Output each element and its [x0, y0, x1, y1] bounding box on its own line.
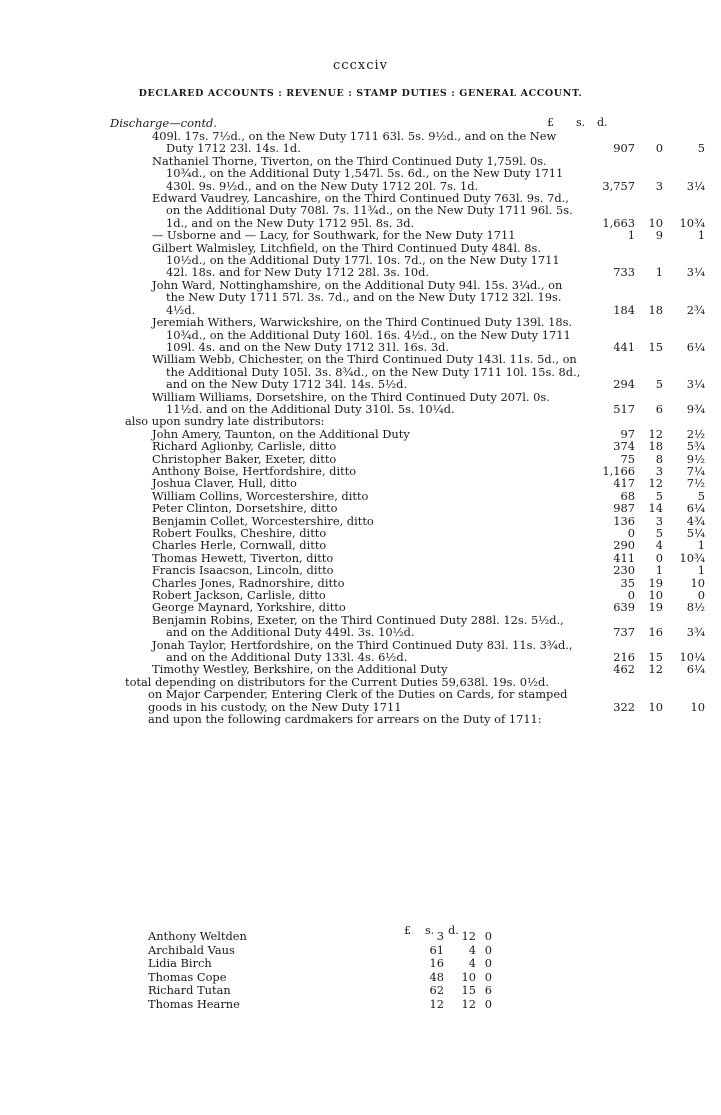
cardmaker-pence: 0 — [484, 942, 492, 957]
entry-row — [0, 539, 721, 551]
amount-pounds: 1 — [627, 228, 635, 243]
amount-shillings: 18 — [648, 439, 663, 454]
amount-pence: 3¼ — [686, 265, 705, 280]
cardmaker-name: Richard Tutan — [148, 983, 231, 997]
entry-row — [0, 316, 721, 353]
amount-shillings: 19 — [648, 600, 663, 615]
amount-shillings: 10 — [648, 588, 663, 603]
cardmaker-pounds: 62 — [429, 983, 444, 997]
entry-row — [0, 415, 721, 427]
entry-row — [0, 391, 721, 416]
amount-shillings: 0 — [655, 141, 663, 156]
amount-shillings: 9 — [655, 228, 663, 243]
entry-text: William Collins, Worcestershire, ditto — [152, 488, 369, 503]
amount-pounds: 462 — [613, 662, 635, 677]
entry-text: 409l. 17s. 7½d., on the New Duty 1711 63l. 5s. 9½d., and on the New Duty 1712 23l. 14s. 1d. — [152, 129, 557, 156]
amount-shillings: 4 — [655, 538, 663, 553]
entry-text: total depending on distributors for the Current Duties 59,638l. 19s. 0½d. — [125, 674, 549, 689]
entry-text: Timothy Westley, Berkshire, on the Additional Duty — [152, 662, 448, 677]
amount-pounds: 441 — [613, 339, 635, 354]
column-head-pence: d. — [597, 116, 608, 129]
amount-pence: 10 — [690, 699, 705, 714]
cardmaker-pence: 6 — [484, 983, 492, 997]
amount-pounds: 136 — [613, 513, 635, 528]
amount-pence: 1 — [697, 228, 705, 243]
account-entries — [0, 130, 721, 726]
cardmaker-shillings: 15 — [461, 983, 476, 997]
amount-pounds: 1,663 — [602, 215, 635, 230]
entry-text: Edward Vaudrey, Lancashire, on the Third Continued Duty 763l. 9s. 7d., on the Additional Duty 708l. 7s. 11¾d., on the New Duty 1711 96l. 5s. 1d., and on the New Duty 1712 95l. 8s. 3d. — [152, 191, 573, 230]
amount-shillings: 3 — [655, 178, 663, 193]
amount-shillings: 3 — [655, 513, 663, 528]
cardmaker-name: Thomas Hearne — [148, 996, 240, 1011]
amount-shillings: 15 — [648, 339, 663, 354]
amount-pounds: 517 — [613, 401, 635, 416]
cardmakers-head-pence: d. — [448, 924, 459, 937]
amount-pence: 10 — [690, 575, 705, 590]
amount-pence: 4¾ — [686, 513, 705, 528]
amount-shillings: 14 — [648, 501, 663, 516]
amount-shillings: 12 — [648, 662, 663, 677]
amount-shillings: 5 — [655, 377, 663, 392]
entry-row — [0, 577, 721, 589]
amount-pence: 5¼ — [686, 526, 705, 540]
cardmaker-row — [148, 984, 508, 998]
cardmaker-pence: 0 — [484, 956, 492, 970]
amount-pounds: 411 — [613, 550, 635, 565]
column-head-pounds: £ — [547, 116, 554, 129]
entry-text: George Maynard, Yorkshire, ditto — [152, 600, 346, 615]
amount-shillings: 5 — [655, 526, 663, 540]
amount-pounds: 230 — [613, 563, 635, 578]
entry-row — [0, 229, 721, 241]
entry-text: Nathaniel Thorne, Tiverton, on the Third Continued Duty 1,759l. 0s. 10¾d., on the Additional Duty 1,547l. 5s. 6d., on the New Duty 1711 430l. 9s. 9½d., and on the New Duty 1712 20l. 7s. 1d. — [152, 153, 564, 193]
amount-pounds: 733 — [613, 265, 635, 280]
amount-shillings: 12 — [648, 426, 663, 441]
entry-text: Anthony Boise, Hertfordshire, ditto — [152, 463, 357, 478]
cardmaker-name: Lidia Birch — [148, 956, 212, 970]
amount-pounds: 75 — [620, 451, 635, 466]
cardmaker-shillings: 10 — [461, 969, 476, 984]
amount-pence: 6¼ — [686, 501, 705, 516]
amount-pence: 9¾ — [686, 401, 705, 416]
cardmaker-pounds: 48 — [429, 969, 444, 984]
amount-shillings: 6 — [655, 401, 663, 416]
amount-pounds: 294 — [613, 377, 635, 392]
cardmaker-row — [148, 930, 508, 944]
entry-row — [0, 242, 721, 279]
amount-pounds: 35 — [620, 575, 635, 590]
cardmaker-pence: 0 — [484, 929, 492, 943]
cardmaker-name: Anthony Weltden — [148, 929, 247, 943]
amount-pence: 8½ — [686, 600, 705, 615]
cardmaker-name: Archibald Vaus — [148, 942, 235, 957]
cardmakers-head-pounds: £ — [404, 924, 411, 937]
entry-row — [0, 502, 721, 514]
amount-shillings: 10 — [648, 699, 663, 714]
entry-row — [0, 688, 721, 713]
entry-row — [0, 192, 721, 229]
entry-text: Peter Clinton, Dorsetshire, ditto — [152, 501, 338, 516]
amount-pence: 9½ — [686, 451, 705, 466]
amount-pence: 5¾ — [686, 439, 705, 454]
amount-shillings: 0 — [655, 550, 663, 565]
entry-text: — Usborne and — Lacy, for Southwark, for the New Duty 1711 — [152, 228, 516, 243]
entry-text: Jonah Taylor, Hertfordshire, on the Third Continued Duty 83l. 11s. 3¾d., and on the Additional Duty 133l. 4s. 6½d. — [152, 637, 573, 665]
entry-text: Gilbert Walmisley, Litchfield, on the Third Continued Duty 484l. 8s. 10½d., on the Additional Duty 177l. 10s. 7d., on the New Duty 1711 42l. 18s. and for New Duty 1712 28l. 3s. 10d. — [152, 240, 560, 280]
amount-pounds: 0 — [627, 526, 635, 540]
entry-text: John Ward, Nottinghamshire, on the Additional Duty 94l. 15s. 3¼d., on the New Duty 1711 57l. 3s. 7d., and on the New Duty 1712 32l. 19s. 4½d. — [152, 277, 563, 317]
amount-shillings: 8 — [655, 451, 663, 466]
entry-text: Robert Foulks, Cheshire, ditto — [152, 526, 327, 540]
cardmaker-pence: 0 — [484, 969, 492, 984]
amount-shillings: 1 — [655, 563, 663, 578]
column-head-shillings: s. — [576, 116, 586, 129]
amount-pounds: 907 — [613, 141, 635, 156]
entry-row — [0, 614, 721, 639]
amount-shillings: 12 — [648, 476, 663, 491]
cardmaker-pounds: 3 — [436, 929, 444, 943]
page-number: cccxciv — [333, 58, 388, 73]
amount-pounds: 417 — [613, 476, 635, 491]
amount-shillings: 15 — [648, 650, 663, 665]
amount-shillings: 1 — [655, 265, 663, 280]
amount-pounds: 68 — [620, 488, 635, 503]
amount-pence: 7¼ — [686, 463, 705, 478]
entry-row — [0, 601, 721, 613]
amount-pence: 6¼ — [686, 662, 705, 677]
amount-pence: 7½ — [686, 476, 705, 491]
cardmaker-row — [148, 971, 508, 985]
amount-pence: 2½ — [686, 426, 705, 441]
discharge-label: Discharge—contd. — [110, 116, 218, 130]
entry-text: and upon the following cardmakers for arrears on the Duty of 1711: — [148, 712, 542, 727]
entry-row — [0, 515, 721, 527]
amount-pounds: 97 — [620, 426, 635, 441]
amount-shillings: 10 — [648, 215, 663, 230]
amount-pounds: 374 — [613, 439, 635, 454]
amount-pence: 6¼ — [686, 339, 705, 354]
entry-text: John Amery, Taunton, on the Additional Duty — [152, 426, 410, 441]
amount-pounds: 737 — [613, 625, 635, 640]
amount-pounds: 987 — [613, 501, 635, 516]
amount-shillings: 5 — [655, 488, 663, 503]
cardmaker-pounds: 61 — [429, 942, 444, 957]
entry-text: Francis Isaacson, Lincoln, ditto — [152, 563, 334, 578]
entry-text: Thomas Hewett, Tiverton, ditto — [152, 550, 334, 565]
amount-pounds: 0 — [627, 588, 635, 603]
amount-pence: 1 — [697, 563, 705, 578]
cardmaker-shillings: 12 — [461, 929, 476, 943]
entry-row — [0, 155, 721, 192]
amount-pence: 1 — [697, 538, 705, 553]
amount-pounds: 216 — [613, 650, 635, 665]
entry-text: Christopher Baker, Exeter, ditto — [152, 451, 337, 466]
entry-text: Jeremiah Withers, Warwickshire, on the Third Continued Duty 139l. 18s. 10¾d., on the Additional Duty 160l. 16s. 4½d., on the New Duty 1711 109l. 4s. and on the New Duty 1712 31l. 16s. 3d. — [152, 315, 573, 354]
cardmaker-shillings: 12 — [461, 996, 476, 1011]
entry-text: Benjamin Robins, Exeter, on the Third Continued Duty 288l. 12s. 5½d., and on the Additional Duty 449l. 3s. 10½d. — [152, 612, 564, 640]
amount-shillings: 3 — [655, 463, 663, 478]
amount-pence: 10¼ — [679, 650, 705, 665]
cardmaker-shillings: 4 — [468, 942, 476, 957]
cardmaker-pence: 0 — [484, 996, 492, 1011]
entry-text: Benjamin Collet, Worcestershire, ditto — [152, 513, 374, 528]
amount-pounds: 184 — [613, 302, 635, 317]
cardmaker-pounds: 16 — [429, 956, 444, 970]
entry-text: William Williams, Dorsetshire, on the Third Continued Duty 207l. 0s. 11½d. and on the Additional Duty 310l. 5s. 10¼d. — [152, 389, 550, 416]
amount-pounds: 290 — [613, 538, 635, 553]
entry-text: also upon sundry late distributors: — [125, 414, 325, 429]
amount-pounds: 1,166 — [602, 463, 635, 478]
amount-pence: 5 — [697, 488, 705, 503]
cardmaker-row — [148, 944, 508, 958]
amount-pence: 3¼ — [686, 178, 705, 193]
entry-row — [0, 564, 721, 576]
amount-pence: 10¾ — [679, 550, 705, 565]
entry-row — [0, 477, 721, 489]
entry-text: William Webb, Chichester, on the Third Continued Duty 143l. 11s. 5d., on the Additional Duty 105l. 3s. 8¾d., on the New Duty 1711 10l. 15s. 8d., and on the New Duty 1712 34l. 14s. 5½d. — [152, 352, 581, 392]
amount-pence: 3¾ — [686, 625, 705, 640]
amount-pounds: 3,757 — [602, 178, 635, 193]
amount-pence: 3¼ — [686, 377, 705, 392]
cardmakers-list — [148, 930, 508, 1011]
entry-text: Joshua Claver, Hull, ditto — [152, 476, 297, 491]
amount-pounds: 639 — [613, 600, 635, 615]
cardmaker-shillings: 4 — [468, 956, 476, 970]
amount-shillings: 18 — [648, 302, 663, 317]
cardmaker-name: Thomas Cope — [148, 969, 227, 984]
entry-row — [0, 279, 721, 316]
cardmaker-pounds: 12 — [429, 996, 444, 1011]
entry-text: Charles Herle, Cornwall, ditto — [152, 538, 327, 553]
entry-text: Robert Jackson, Carlisle, ditto — [152, 588, 326, 603]
cardmaker-row — [148, 998, 508, 1012]
cardmakers-head-shillings: s. — [425, 924, 435, 937]
amount-pence: 2¾ — [686, 302, 705, 317]
amount-shillings: 16 — [648, 625, 663, 640]
cardmaker-row — [148, 957, 508, 971]
entry-row — [0, 639, 721, 664]
amount-pence: 5 — [697, 141, 705, 156]
entry-row — [0, 713, 721, 725]
amount-shillings: 19 — [648, 575, 663, 590]
entry-row — [0, 440, 721, 452]
entry-row — [0, 663, 721, 675]
running-header: DECLARED ACCOUNTS : REVENUE : STAMP DUTIES : GENERAL ACCOUNT. — [138, 88, 583, 99]
entry-row — [0, 353, 721, 390]
entry-text: on Major Carpender, Entering Clerk of the Duties on Cards, for stamped goods in his custody, on the New Duty 1711 — [148, 687, 568, 714]
entry-text: Richard Aglionby, Carlisle, ditto — [152, 439, 337, 454]
entry-text: Charles Jones, Radnorshire, ditto — [152, 575, 345, 590]
amount-pence: 10¾ — [679, 215, 705, 230]
amount-pounds: 322 — [613, 699, 635, 714]
entry-row — [0, 130, 721, 155]
amount-pence: 0 — [697, 588, 705, 603]
